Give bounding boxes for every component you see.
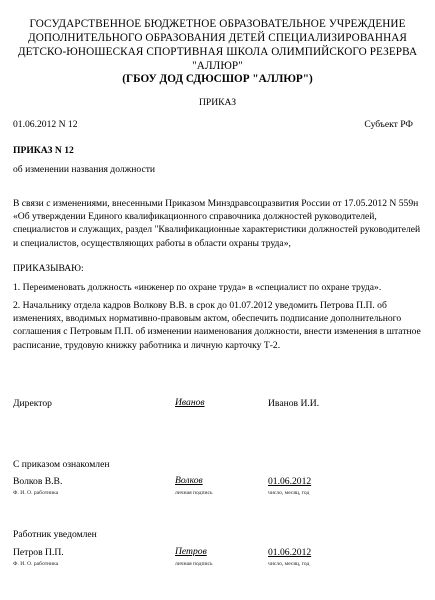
acquainted-heading: С приказом ознакомлен [13,459,110,470]
org-name-line-4: "АЛЛЮР" [192,60,243,72]
item2-line: изменениях, вводимых нормативно-правовым актом, обеспечить подписание дополнительного [13,313,402,325]
notified-name-caption: Ф. И. О. работника [13,561,59,567]
doc-region: Субъект РФ [364,119,413,130]
notified-signature-caption: личная подпись [175,561,213,567]
order-item-1: 1. Переименовать должность «инженер по охране труда» в «специалист по охране труда». [13,282,382,293]
acquainted-signature: Волков [175,475,203,486]
doc-date-number: 01.06.2012 N 12 [13,119,78,130]
acquainted-signature-caption: личная подпись [175,490,213,496]
doc-type: ПРИКАЗ [198,97,237,108]
preamble-line: В связи с изменениями, внесенными Приказом Минздравсоцразвития России от 17.05.2012 N 559н [13,198,419,209]
order-word: ПРИКАЗЫВАЮ: [13,263,84,274]
org-name-line-3: ДЕТСКО-ЮНОШЕСКАЯ СПОРТИВНАЯ ШКОЛА ОЛИМПИЙСКОГО РЕЗЕРВА [17,46,418,58]
order-item-2 [13,299,423,352]
org-short-name: (ГБОУ ДОД СДЮСШОР "АЛЛЮР") [122,73,313,85]
order-preamble [13,197,423,250]
item2-line: расписание, трудовую книжку работника и личную карточку Т-2. [13,339,281,351]
order-title: ПРИКАЗ N 12 [13,145,74,156]
order-subject: об изменении названия должности [13,164,156,175]
acquainted-date-caption: число, месяц, год [268,490,310,496]
director-signature: Иванов [175,397,205,408]
notified-name: Петров П.П. [13,547,64,558]
preamble-line: и специалистов, осуществляющих работы в области охраны труда», [13,237,291,249]
preamble-line: «Об утверждении Единого квалификационного справочника должностей руководителей, [13,211,377,223]
notified-heading: Работник уведомлен [13,529,97,540]
acquainted-name-caption: Ф. И. О. работника [13,490,59,496]
notified-date-caption: число, месяц, год [268,561,310,567]
acquainted-date: 01.06.2012 [268,476,312,487]
acquainted-name: Волков В.В. [13,476,63,487]
org-name-line-1: ГОСУДАРСТВЕННОЕ БЮДЖЕТНОЕ ОБРАЗОВАТЕЛЬНОЕ УЧРЕЖДЕНИЕ [29,18,406,30]
director-name: Иванов И.И. [268,398,320,409]
item2-line: 2. Начальнику отдела кадров Волкову В.В. в срок до 01.07.2012 уведомить Петрова П.П. об [13,300,387,311]
preamble-line: специалистов и служащих, раздел "Квалификационные характеристики должностей руководителей [13,224,421,236]
notified-signature: Петров [175,546,207,557]
org-name-line-2: ДОПОЛНИТЕЛЬНОГО ОБРАЗОВАНИЯ ДЕТЕЙ СПЕЦИАЛИЗИРОВАННАЯ [28,32,407,44]
notified-date: 01.06.2012 [268,547,312,558]
director-role: Директор [13,398,52,409]
item2-line: соглашения с Петровым П.П. об изменении наименования должности, внести изменения в штатное [13,326,421,338]
